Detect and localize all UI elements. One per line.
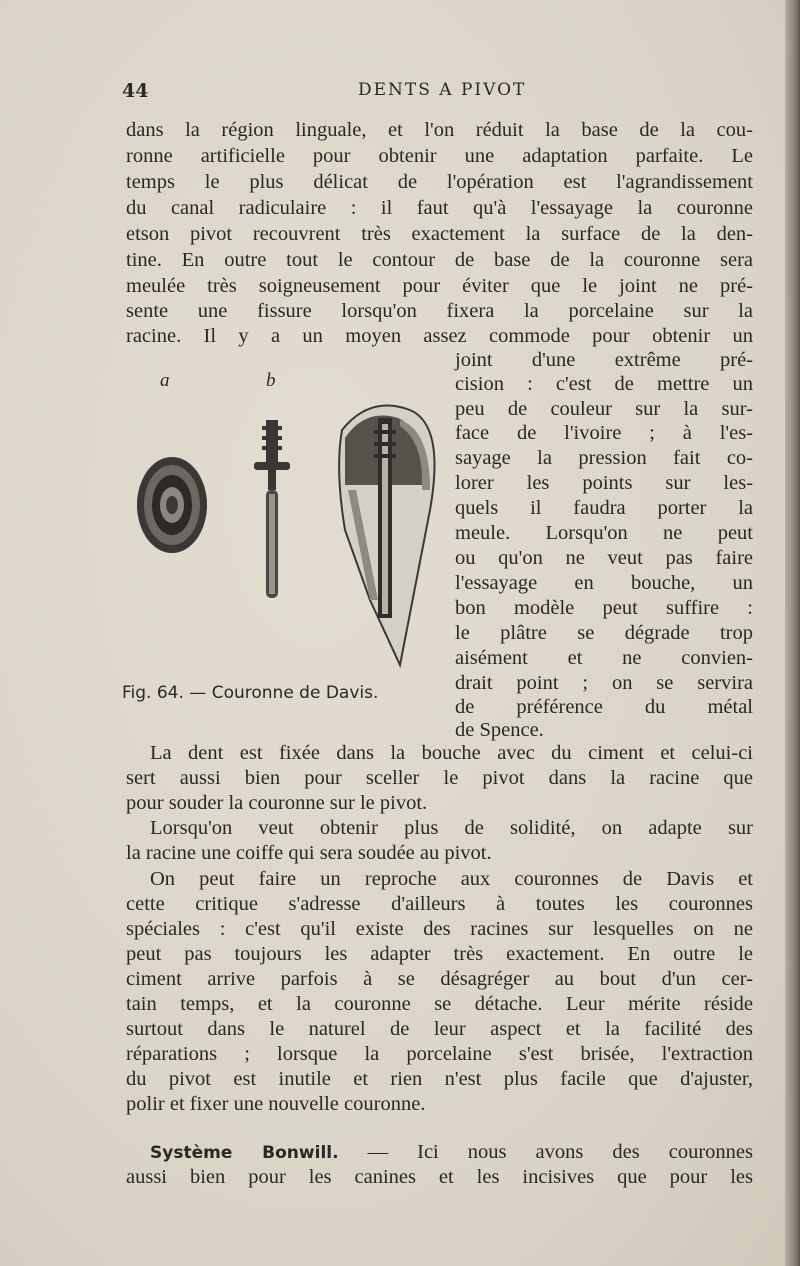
side-text-line: quels il faudra porter la (455, 497, 753, 519)
pivot-drawing (254, 420, 290, 598)
text-line: etson pivot recouvrent très exactement la surface de la den- (126, 223, 753, 245)
text-line: du pivot est inutile et rien n'est plus facile que d'ajuster, (126, 1068, 753, 1090)
davis-crown-figure (130, 390, 450, 675)
text-line: tine. En outre tout le contour de base de la couronne sera (126, 249, 753, 271)
side-text-line: de préférence du métal (455, 696, 753, 718)
figure-label-b: b (266, 370, 276, 391)
text-line: temps le plus délicat de l'opération est l'agrandissement (126, 171, 753, 193)
side-text-line: peu de couleur sur la sur- (455, 398, 753, 420)
text-line: On peut faire un reproche aux couronnes de Davis et (150, 868, 753, 890)
text-line: Lorsqu'on veut obtenir plus de solidité, on adapte sur (150, 817, 753, 839)
text-line: pour souder la couronne sur le pivot. (126, 792, 428, 814)
text-line: tain temps, et la couronne se détache. Leur mérite réside (126, 993, 753, 1015)
text-line: sert aussi bien pour sceller le pivot dans la racine que (126, 767, 753, 789)
text-line: spéciales : c'est qu'il existe des racines sur lesquelles on ne (126, 918, 753, 940)
section-text: — Ici nous avons des couronnes (338, 1141, 753, 1163)
crown-base-view (137, 457, 207, 553)
text-line: cette critique s'adresse d'ailleurs à toutes les couronnes (126, 893, 753, 915)
crown-with-pivot (339, 406, 434, 666)
side-text-line: cision : c'est de mettre un (455, 373, 753, 395)
running-title: DENTS A PIVOT (358, 80, 527, 100)
side-text-line: lorer les points sur les- (455, 472, 753, 494)
side-text-line: joint d'une extrême pré- (455, 349, 753, 371)
side-text-line: drait point ; on se servira (455, 672, 753, 694)
text-line: ciment arrive parfois à se désagréger au bout d'un cer- (126, 968, 753, 990)
text-line: La dent est fixée dans la bouche avec du ciment et celui-ci (150, 742, 753, 764)
side-text-line: de Spence. (455, 719, 544, 741)
text-line: polir et fixer une nouvelle couronne. (126, 1093, 426, 1115)
section-heading: Système Bonwill. (150, 1143, 339, 1163)
text-line: du canal radiculaire : il faut qu'à l'essayage la couronne (126, 197, 753, 219)
text-line: surtout dans le naturel de leur aspect et la facilité des (126, 1018, 753, 1040)
text-line: racine. Il y a un moyen assez commode pour obtenir un (126, 325, 753, 347)
text-line: la racine une coiffe qui sera soudée au pivot. (126, 842, 492, 864)
page-edge (785, 0, 800, 1266)
side-text-line: face de l'ivoire ; à l'es- (455, 422, 753, 444)
side-text-line: aisément et ne convien- (455, 647, 753, 669)
text-line: aussi bien pour les canines et les incisives que pour les (126, 1166, 753, 1188)
text-line: sente une fissure lorsqu'on fixera la porcelaine sur la (126, 300, 753, 322)
text-line: ronne artificielle pour obtenir une adaptation parfaite. Le (126, 145, 753, 167)
section-heading-line (126, 1140, 753, 1165)
side-text-line: sayage la pression fait co- (455, 447, 753, 469)
side-text-line: ou qu'on ne veut pas faire (455, 547, 753, 569)
side-text-line: le plâtre se dégrade trop (455, 622, 753, 644)
page-number: 44 (122, 80, 149, 102)
text-line: dans la région linguale, et l'on réduit la base de la cou- (126, 119, 753, 141)
text-line: réparations ; lorsque la porcelaine s'est brisée, l'extraction (126, 1043, 753, 1065)
side-text-line: meule. Lorsqu'on ne peut (455, 522, 753, 544)
text-line: peut pas toujours les adapter très exactement. En outre le (126, 943, 753, 965)
side-text-line: l'essayage en bouche, un (455, 572, 753, 594)
figure-label-a: a (160, 370, 170, 391)
side-text-line: bon modèle peut suffire : (455, 597, 753, 619)
text-line: meulée très soigneusement pour éviter que le joint ne pré- (126, 275, 753, 297)
figure-caption: Fig. 64. — Couronne de Davis. (122, 683, 379, 703)
